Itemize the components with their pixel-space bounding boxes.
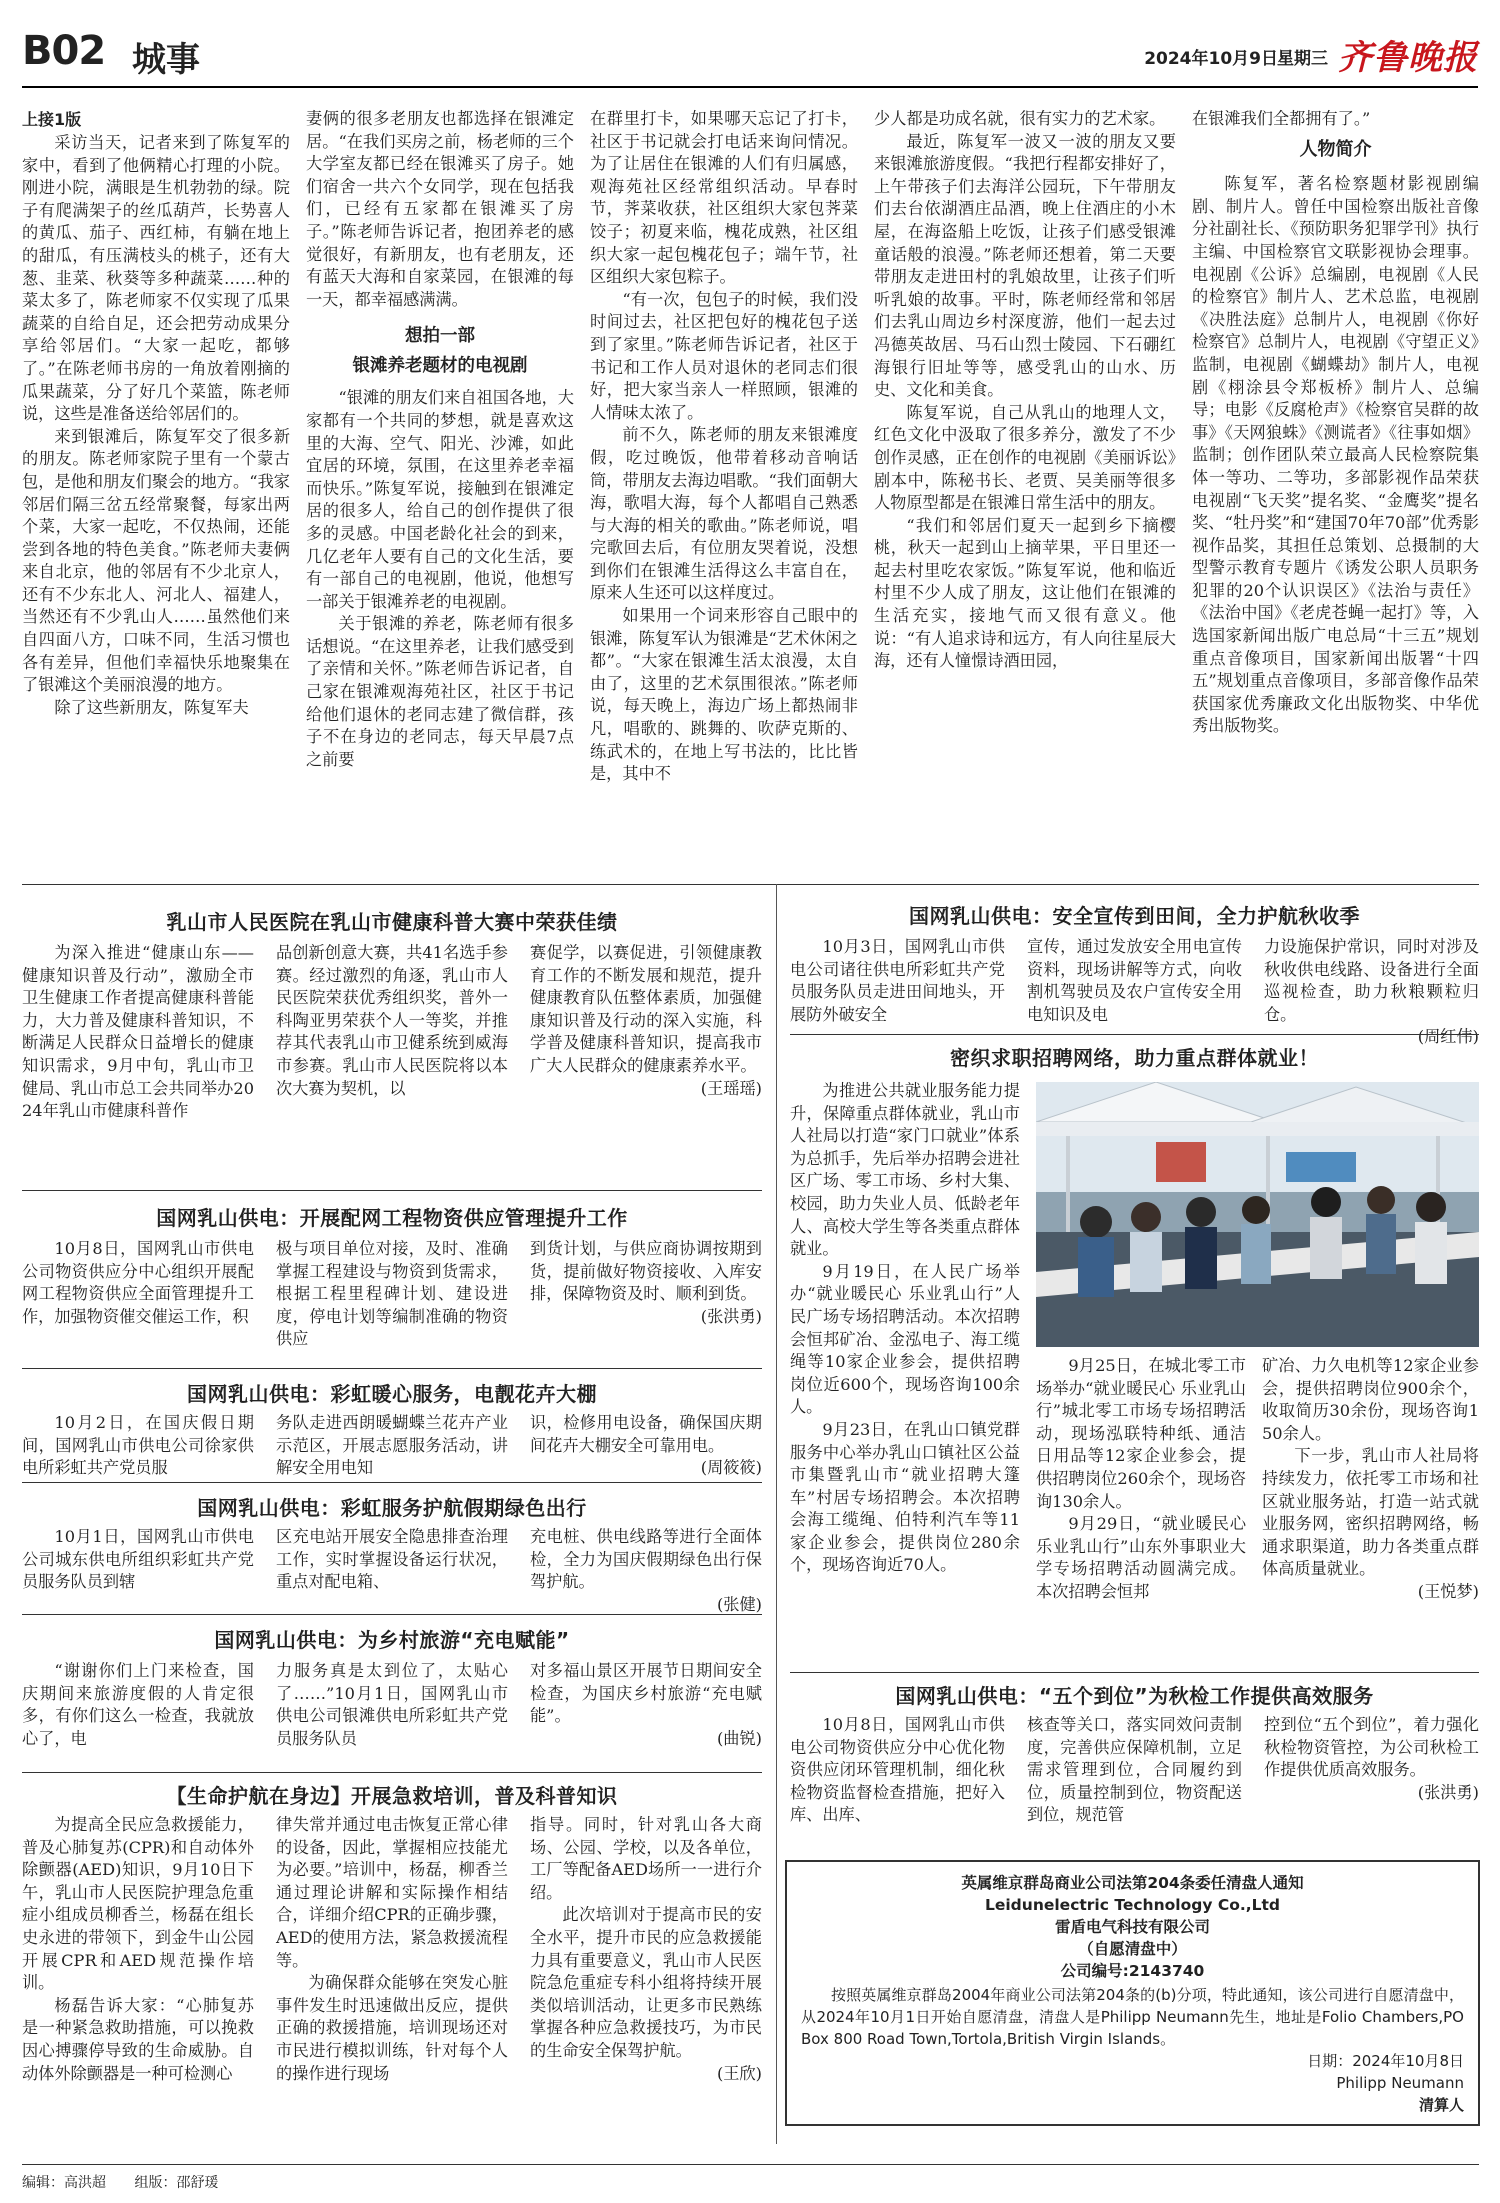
lead-paragraph: “有一次，包包子的时候，我们没时间过去，社区把包好的槐花包子送到了家里。”陈老师告诉记者，社区于书记和工作人员对退休的老同志们很好，把大家当亲人一样照顾，银滩的人情味太浓了。 [590,289,858,422]
article-text: 宣传，通过发放安全用电宣传资料，现场讲解等方式，向收割机驾驶员及农户宣传安全用电知识及电 [1027,937,1242,1024]
notice-title: 英属维京群岛商业公司法第204条委任清盘人通知 [961,1874,1304,1892]
jobs-column-2 [1036,1355,1246,1775]
article-text: 为确保群众能够在突发心脏事件发生时迅速做出反应，提供正确的救援措施，培训现场还对市民进行模拟训练，针对每个人的操作进行现场 [276,1973,508,2083]
article-supply [22,1238,762,1351]
article-text: 区充电站开展安全隐患排查治理工作，实时掌握设备运行状况，重点对配电箱、 [276,1527,508,1592]
article-text: 品创新创意大赛，共41名选手参赛。经过激烈的角逐，乳山市人民医院荣获优秀组织奖，普外一科陶亚男荣获个人一等奖，并推荐其代表乳山市卫健系统到威海市参赛。乳山市人民医院将以本次大赛为契机，以 [276,943,508,1098]
article-text: 律失常并通过电击恢复正常心律的设备，因此，掌握相应技能尤为必要。”培训中，杨磊，柳香兰通过理论讲解和实际操作相结合，详细介绍CPR的正确步骤，AED的使用方法，紧急救援流程等。 [276,1815,508,1970]
divider [22,1614,762,1615]
article-text: 10月8日，国网乳山市供电公司物资供应分中心组织开展配网工程物资供应全面管理提升工作，加强物资催交催运工作，积 [22,1239,254,1326]
byline: (周红伟) [1417,1027,1479,1047]
lead-column-1 [22,108,290,878]
lead-paragraph: 少人都是功成名就，很有实力的艺术家。 [874,109,1166,128]
article-text: 10月1日，国网乳山市供电公司城东供电所组织彩虹共产党员服务队员到辖 [22,1527,254,1592]
lead-paragraph: 在银滩我们全都拥有了。” [1192,109,1371,128]
article-text: 10月3日，国网乳山市供电公司诸往供电所彩虹共产党员服务队员走进田间地头，开展防外破安全 [790,937,1005,1024]
lead-paragraph: “银滩的朋友们来自祖国各地，大家都有一个共同的梦想，就是喜欢这里的大海、空气、阳光、沙滩，如此宜居的环境，氛围，在这里养老幸福而快乐。”陈复军说，接触到在银滩定居的很多人，给自己的创作提供了很多的灵感。中国老龄化社会的到来，几亿老年人要有自己的文化生活，要有一部自己的电视剧，他说，他想写一部关于银滩养老的电视剧。 [306,388,574,611]
byline: (曲锐) [716,1728,762,1748]
newspaper-logo: 齐鲁晚报 [1338,38,1478,78]
article-text: “谢谢你们上门来检查，国庆期间来旅游度假的人肯定很多，有你们这么一检查，我就放心了，电 [22,1661,254,1748]
lead-subheading [306,321,574,381]
article-hospital [22,942,762,1123]
editor-credit: 编辑：高洪超 [22,2175,106,2191]
article-text: 此次培训对于提高市民的安全水平，提升市民的应急救援能力具有重要意义，乳山市人民医院急危重症专科小组将持续开展类似培训活动，让更多市民熟练掌握各种应急救援技巧，为市民的生命安全保驾护航。 [530,1905,762,2060]
subheading-line: 银滩养老题材的电视剧 [352,356,528,377]
article-text: 10月2日，在国庆假日期间，国网乳山市供电公司徐家供电所彩虹共产党员服 [22,1413,254,1478]
subheading-line: 想拍一部 [405,326,475,347]
issue-date: 2024年10月9日 [1144,49,1278,69]
divider [790,1672,1479,1673]
lead-column-5 [1192,108,1479,878]
liquidation-notice [785,1860,1480,2126]
article-rainbow-greenhouse [22,1412,762,1480]
article-text: 充电桩、供电线路等进行全面体检，全力为国庆假期绿色出行保驾护航。 [530,1527,762,1592]
article-text: 核查等关口，落实同效问责制度，完善供应保障机制，立足需求管理到位，合同履约到位，质量控制到位，物资配送到位，规范管 [1027,1715,1242,1825]
byline: (王悦梦) [1417,1581,1479,1601]
divider [22,1482,762,1483]
article-text: 赛促学，以赛促进，引领健康教育工作的不断发展和规范，提升健康教育队伍整体素质，加强健康知识普及行动的深入实施，科学普及健康科普知识，提高我市广大人民群众的健康素养水平。 [530,943,762,1075]
article-text: 为提高全民应急救援能力，普及心肺复苏(CPR)和自动体外除颤器(AED)知识，9月10日下午，乳山市人民医院护理急危重症小组成员柳香兰，杨磊在组长史永进的带领下，到金牛山公园开展CPR和AED规范操作培训。 [22,1815,254,1993]
article-text: 控到位“五个到位”，着力强化秋检物资管控，为公司秋检工作提供优质高效服务。 [1264,1715,1479,1780]
footer-divider [22,2164,1479,2165]
article-text: 为深入推进“健康山东——健康知识普及行动”，激励全市卫生健康工作者提高健康科普能力，大力普及健康科普知识，不断满足人民群众日益增长的健康知识需求，9月中旬，乳山市卫健局、乳山市总工会共同举办2024年乳山市健康科普作 [22,943,254,1121]
notice-body: 按照英属维京群岛2004年商业公司法第204条的(b)分项，特此通知，该公司进行自愿清盘中，从2024年10月1日开始自愿清盘，清盘人是Philipp Neumann先生，地址是Folio Chambers,PO Box 800 Road Town,Tortola,British Virgin Islands。 [801,1986,1464,2048]
article-rainbow-holiday [22,1526,762,1616]
article-text: 矿冶、力久电机等12家企业参会，提供招聘岗位900余个，收取简历30余份，现场咨询150余人。 [1262,1356,1479,1443]
divider [22,1368,762,1369]
byline: (王欣) [716,2063,762,2083]
divider [22,884,1479,885]
notice-date: 日期：2024年10月8日 [1307,2052,1464,2070]
lead-paragraph: “我们和邻居们夏天一起到乡下摘樱桃，秋天一起到山上摘苹果，平日里还一起去村里吃农家饭。”陈复军说，他和临近村里不少人成了朋友，这让他们在银滩的生活充实，接地气而又很有意义。他说：“有人追求诗和远方，有人向往星辰大海，还有人憧憬诗酒田园， [874,515,1176,671]
jobs-column-1 [790,1080,1020,1770]
lead-paragraph: 前不久，陈老师的朋友来银滩度假，吃过晚饭，他带着移动音响话筒，带朋友去海边唱歌。“我们面朝大海，歌唱大海，每个人都唱自己熟悉与大海的相关的歌曲。”陈老师说，唱完歌回去后，有位朋友哭着说，没想到你们在银滩生活得这么丰富自在，原来人生还可以这样度过。 [590,425,858,603]
article-first-aid [22,1814,762,2085]
page-number: B02 [22,28,106,74]
headline-jobs: 密织求职招聘网络，助力重点群体就业！ [950,1046,1319,1070]
article-text: 9月23日，在乳山口镇党群服务中心举办乳山口镇社区公益市集暨乳山市“就业招聘大篷车”村居专场招聘会。本次招聘会海工缆绳、伯特利汽车等11家企业参会，提供岗位280余个，现场咨询近70人。 [790,1419,1020,1575]
layout-credit: 组版：邵舒瑗 [134,2175,219,2191]
byline: (张健) [716,1594,762,1614]
divider [22,1190,762,1191]
headline-rainbow-greenhouse: 国网乳山供电：彩虹暖心服务，电靓花卉大棚 [187,1382,597,1406]
page-header [22,28,1478,88]
article-text: 为推进公共就业服务能力提升，保障重点群体就业，乳山市人社局以打造“家门口就业”体系为总抓手，先后举办招聘会进社区广场、零工市场、乡村大集、校园，助力失业人员、低龄老年人、高校大学生等各类重点群体就业。 [790,1081,1020,1259]
job-fair-photo [1036,1082,1479,1347]
article-five-in-place [790,1714,1479,1827]
article-text: 力服务真是太到位了，太贴心了……”10月1日，国网乳山市供电公司银滩供电所彩虹共产党员服务队员 [276,1661,508,1748]
profile-heading: 人物简介 [1299,138,1372,160]
notice-status: （自愿清盘中） [1078,1940,1187,1958]
lead-paragraph: 在群里打卡，如果哪天忘记了打卡，社区于书记就会打电话来询问情况。为了让居住在银滩的人们有归属感，观海苑社区经常组织活动。早春时节，荠菜收获，社区组织大家包荠菜饺子；初夏来临，槐花成熟，社区组织大家一起包槐花包子；端午节，社区组织大家包粽子。 [590,109,858,287]
article-text: 务队走进西朗暖蝴蝶兰花卉产业示范区，开展志愿服务活动，讲解安全用电知 [276,1413,508,1478]
byline: (张洪勇) [1417,1782,1479,1802]
lead-paragraph: 最近，陈复军一波又一波的朋友又要来银滩旅游度假。“我把行程都安排好了，上午带孩子们去海洋公园玩，下午带朋友们去台依湖酒庄品酒，晚上住酒庄的小木屋，在海盗船上吃饭，让孩子们感受银滩童话般的浪漫。”陈老师还想着，第二天要带朋友走进田村的乳娘故里，让孩子们听听乳娘的故事。平时，陈老师经常和邻居们去乳山周边乡村深度游，他们一起去过冯德英故居、马石山烈士陵园、下石硼红海银行旧址等等，感受乳山的山水、历史、文化和美食。 [874,131,1176,400]
article-text: 极与项目单位对接，及时、准确掌握工程建设与物资到货需求，根据工程里程碑计划、建设进度，停电计划等编制准确的物资供应 [276,1239,508,1349]
byline: (周筱筱) [700,1458,762,1478]
profile-paragraph: 陈复军，著名检察题材影视剧编剧、制片人。曾任中国检察出版社音像分社副社长、《预防职务犯罪学刊》执行主编、中国检察官文联影视协会理事。电视剧《公诉》总编剧，电视剧《人民的检察官》制片人、艺术总监，电视剧《决胜法庭》总制片人，电视剧《你好检察官》总制片人，电视剧《守望正义》监制，电视剧《蝴蝶劫》制片人，电视剧《栩涂县令郑板桥》制片人、总编导；电影《反腐枪声》《检察官吴群的故事》《天网狼蛛》《测谎者》《往事如烟》监制；创作团队荣立最高人民检察院集体一等功、二等功，多部影视作品荣获电视剧“飞天奖”提名奖、“金鹰奖”提名奖、“牡丹奖”和“建国70年70部”优秀影视作品奖，其担任总策划、总摄制的大型警示教育专题片《诱发公职人员职务犯罪的20个认识误区》《法治与责任》《法治中国》《老虎苍蝇一起打》等，入选国家新闻出版广电总局“十三五”规划重点音像项目，国家新闻出版署“十四五”规划重点音像项目，多部音像作品荣获国家优秀廉政文化出版物奖、中华优秀出版物奖。 [1192,174,1479,736]
jobs-column-3 [1262,1355,1479,1775]
notice-role: 清算人 [1418,2096,1464,2114]
page-footer [22,2172,218,2192]
article-text: 杨磊告诉大家：“心肺复苏是一种紧急救助措施，可以挽救因心搏骤停导致的生命威胁。自动体外除颤器是一种可检测心 [22,1995,254,2083]
article-text: 9月25日，在城北零工市场举办“就业暖民心 乐业乳山行”城北零工市场专场招聘活动，现场泓联特种纸、通洁日用品等12家企业参会，提供招聘岗位260余个，现场咨询130余人。 [1036,1356,1246,1511]
lead-paragraph: 如果用一个词来形容自己眼中的银滩，陈复军认为银滩是“艺术休闲之都”。“大家在银滩生活太浪漫，太自由了，这里的艺术氛围很浓。”陈老师说，每天晚上，海边广场上都热闹非凡，唱歌的、跳舞的、吹萨克斯的、练武术的，在地上写书法的，比比皆是，其中不 [590,606,858,784]
headline-tourism: 国网乳山供电：为乡村旅游“充电赋能” [214,1628,570,1652]
lead-paragraph: 采访当天，记者来到了陈复军的家中，看到了他俩精心打理的小院。刚进小院，满眼是生机勃勃的绿。院子有爬满架子的丝瓜葫芦，长势喜人的黄瓜、茄子、西红柿，有躺在地上的甜瓜，有压满枝头的桃子，还有大葱、韭菜、秋葵等多种蔬菜……种的菜太多了，陈老师家不仅实现了瓜果蔬菜的自给自足，还会把劳动成果分享给邻居们。“大家一起吃，都够了。”在陈老师书房的一角放着刚摘的瓜果蔬菜，分了好几个菜篮，陈老师说，这些是准备送给邻居们的。 [22,133,290,424]
article-farm-safety [790,936,1479,1049]
article-text: 到货计划，与供应商协调按期到货，提前做好物资接收、入库安排，保障物资及时、顺利到货。 [530,1239,762,1304]
job-fair-illustration [1036,1082,1479,1347]
headline-hospital: 乳山市人民医院在乳山市健康科普大赛中荣获佳绩 [166,910,618,934]
article-text: 9月29日，“就业暖民心 乐业乳山行”山东外事职业大学专场招聘活动圆满完成。本次招聘会恒邦 [1036,1514,1246,1601]
continuation-label: 上接1版 [22,110,82,129]
lead-column-3 [590,108,858,878]
column-divider [776,884,777,2144]
article-text: 10月8日，国网乳山市供电公司物资供应分中心优化物资供应闭环管理机制，细化秋检物资监督检查措施，把好入库、出库、 [790,1715,1005,1825]
lead-column-4 [874,108,1176,878]
section-title: 城事 [132,40,200,80]
lead-paragraph: 妻俩的很多老朋友也都选择在银滩定居。“在我们买房之前，杨老师的三个大学室友都已经在银滩买了房子。她们宿舍一共六个女同学，现在包括我们，已经有五家都在银滩买了房子。”陈老师告诉记者，抱团养老的感觉很好，有新朋友，也有老朋友，还有蓝天大海和自家菜园，在银滩的每一天，都幸福感满满。 [306,109,574,309]
issue-weekday: 星期三 [1277,49,1328,69]
headline-rainbow-holiday: 国网乳山供电：彩虹服务护航假期绿色出行 [197,1496,587,1520]
divider [790,1034,1479,1035]
notice-company-number: 公司编号:2143740 [1060,1962,1205,1980]
byline: (张洪勇) [700,1306,762,1326]
divider [22,1772,762,1773]
article-tourism [22,1660,762,1750]
headline-five-in-place: 国网乳山供电：“五个到位”为秋检工作提供高效服务 [895,1684,1374,1708]
article-text: 对多福山景区开展节日期间安全检查，为国庆乡村旅游“充电赋能”。 [530,1661,762,1726]
lead-paragraph: 关于银滩的养老，陈老师有很多话想说。“在这里养老，让我们感受到了亲情和关怀。”陈老师告诉记者，自己家在银滩观海苑社区，社区于书记给他们退休的老同志建了微信群，孩子不在身边的老同志，每天早晨7点之前要 [306,614,574,769]
article-text: 9月19日，在人民广场举办“就业暖民心 乐业乳山行”人民广场专场招聘活动。本次招聘会恒邦矿冶、金泓电子、海工缆绳等10家企业参会，提供招聘岗位近600个，现场咨询100余人。 [790,1261,1020,1417]
notice-company-cn: 雷盾电气科技有限公司 [1054,1918,1210,1936]
notice-signer: Philipp Neumann [1336,2074,1464,2092]
byline: (王瑶瑶) [700,1078,762,1098]
article-text: 力设施保护常识，同时对涉及秋收供电线路、设备进行全面巡视检查，助力秋粮颗粒归仓。 [1264,937,1479,1024]
headline-farm-safety: 国网乳山供电：安全宣传到田间，全力护航秋收季 [909,904,1360,928]
headline-first-aid: 【生命护航在身边】开展急救培训，普及科普知识 [166,1784,618,1808]
lead-column-2 [306,108,574,878]
headline-supply: 国网乳山供电：开展配网工程物资供应管理提升工作 [156,1206,628,1230]
article-text: 指导。同时，针对乳山各大商场、公园、学校，以及各单位，工厂等配备AED场所一一进行介绍。 [530,1815,762,1902]
article-text: 下一步，乳山市人社局将持续发力，依托零工市场和社区就业服务站，打造一站式就业服务网，密织招聘网络，畅通求职渠道，助力各类重点群体高质量就业。 [1262,1446,1479,1579]
lead-paragraph: 除了这些新朋友，陈复军夫 [54,697,249,717]
lead-paragraph: 来到银滩后，陈复军交了很多新的朋友。陈老师家院子里有一个蒙古包，是他和朋友们聚会的地方。“我家邻居们隔三岔五经常聚餐，每家出两个菜，大家一起吃，不仅热闹，还能尝到各地的特色美食。”陈老师夫妻俩来自北京，他的邻居有不少北京人，还有不少东北人、河北人、福建人，当然还有不少乳山人……虽然他们来自四面八方，口味不同，生活习惯也各有差异，但他们幸福快乐地聚集在了银滩这个美丽浪漫的地方。 [22,426,290,695]
article-text: 识，检修用电设备，确保国庆期间花卉大棚安全可靠用电。 [530,1413,762,1455]
notice-company-en: Leidunelectric Technology Co.,Ltd [984,1896,1280,1914]
lead-paragraph: 陈复军说，自己从乳山的地理人文，红色文化中汲取了很多养分，激发了不少创作灵感，正在创作的电视剧《美丽诉讼》剧本中，陈秘书长、老贾、吴美丽等很多人物原型都是在银滩日常生活中的朋友。 [874,402,1176,513]
